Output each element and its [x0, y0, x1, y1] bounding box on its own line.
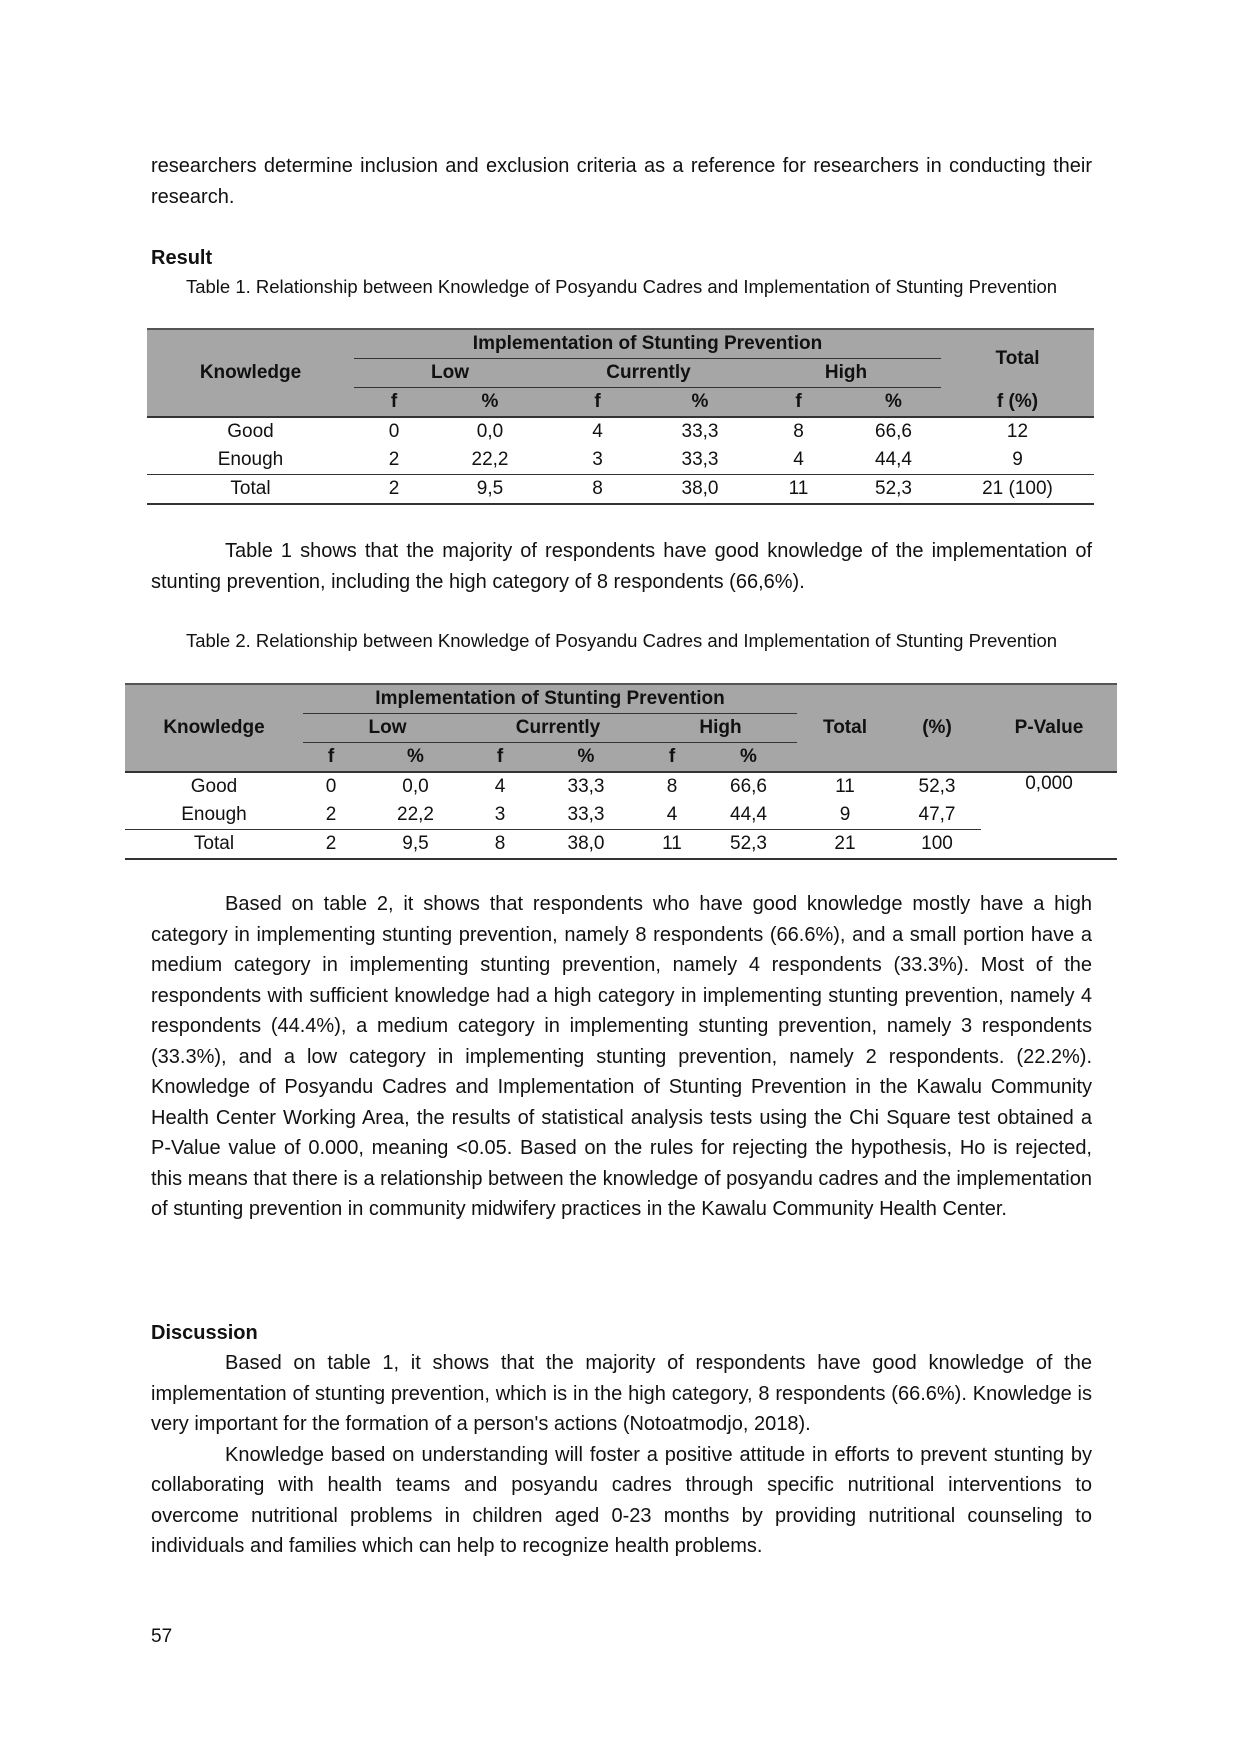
header-high: High	[751, 359, 941, 388]
discussion-paragraph-2: Knowledge based on understanding will foster a positive attitude in efforts to prevent stunting by collaborating with health teams and posyandu cadres through specific nutritional interventions to overcome nutritional problems in children aged 0-23 months by providing nutritional counseling to individuals and families which can help to recognize health problems.	[151, 1443, 1092, 1557]
cell: Enough	[125, 801, 303, 830]
intro-paragraph	[151, 151, 1092, 212]
table1-paragraph: Table 1 shows that the majority of respondents have good knowledge of the implementation of stunting prevention, including the high category of 8 respondents (66,6%).	[151, 540, 1092, 593]
cell: Total	[193, 833, 235, 854]
header-total: Total	[797, 684, 893, 772]
cell: 66,6	[875, 421, 912, 442]
cell: 33,3	[567, 776, 605, 797]
cell: 12	[1006, 421, 1029, 442]
header-pvalue: P-Value	[981, 684, 1117, 772]
cell: 38,0	[681, 478, 719, 499]
header-pct: %	[359, 743, 472, 773]
result-heading: Result	[151, 247, 213, 269]
table1	[147, 328, 1094, 505]
cell: 0,0	[476, 421, 504, 442]
cell: 11	[662, 833, 682, 854]
cell: Total	[230, 478, 271, 499]
cell: 8	[793, 421, 804, 442]
table-row	[125, 801, 1117, 830]
cell: 2	[325, 833, 337, 854]
cell: 22,2	[471, 449, 509, 470]
cell: 0	[325, 776, 337, 797]
discussion-paragraph-1: Based on table 1, it shows that the majority of respondents have good knowledge of the implementation of stunting prevention, which is in the high category, 8 respondents (66.6%). Knowledge is very important for the formation of a person's actions (Notoatmodjo, 2018).	[151, 1352, 1092, 1435]
cell: 4	[644, 801, 700, 830]
table-row-total	[125, 830, 1117, 860]
cell: 11	[835, 776, 855, 797]
header-total: Total	[941, 329, 1094, 388]
header-currently: Currently	[546, 359, 751, 388]
cell: 2	[388, 449, 400, 470]
header-pct: %	[649, 388, 751, 418]
cell: Good	[190, 776, 238, 797]
table2-paragraph: Based on table 2, it shows that respondents who have good knowledge mostly have a high category in implementing stunting prevention, namely 8 respondents (66.6%), and a small portion have a medium category in implementing stunting prevention, namely 4 respondents (33.3%). Most of the respondents with sufficient knowledge had a high category in implementing stunting prevention, namely 4 respondents (44.4%), a medium category in implementing stunting prevention, namely 3 respondents (33.3%), and a low category in implementing stunting prevention, namely 2 respondents. (22.2%). Knowledge of Posyandu Cadres and Implementation of Stunting Prevention in the Kawalu Community Health Center Working Area, the results of statistical analysis tests using the Chi Square test obtained a P-Value value of 0.000, meaning <0.05. Based on the rules for rejecting the hypothesis, Ho is rejected, this means that there is a relationship between the knowledge of posyandu cadres and the implementation of stunting prevention in community midwifery practices in the Kawalu Community Health Center.	[151, 893, 1092, 1220]
cell: 11	[788, 478, 809, 499]
cell: 38,0	[567, 833, 605, 854]
cell: 52,3	[918, 776, 956, 797]
table2	[125, 683, 1117, 860]
cell: 4	[793, 449, 804, 470]
header-pct: %	[434, 388, 546, 418]
cell: 9	[1012, 449, 1023, 470]
cell: 52,3	[730, 833, 767, 854]
cell: 22,2	[359, 801, 472, 830]
header-f: f	[751, 388, 846, 418]
cell: 2	[388, 478, 400, 499]
cell: 21	[834, 833, 856, 854]
header-pct: %	[528, 743, 644, 773]
header-low: Low	[354, 359, 546, 388]
cell: 9,5	[402, 833, 429, 854]
header-currently: Currently	[472, 714, 644, 743]
cell: 8	[666, 776, 678, 797]
cell: 3	[592, 449, 603, 470]
table-row	[147, 446, 1094, 475]
paragraph-text: researchers determine inclusion and exclusion criteria as a reference for researchers in conducting their research.	[151, 155, 1092, 208]
cell: 33,3	[681, 449, 719, 470]
cell: 4	[592, 421, 603, 442]
cell: 3	[472, 801, 528, 830]
cell: 8	[494, 833, 506, 854]
cell: 4	[494, 776, 506, 797]
table1-caption: Table 1. Relationship between Knowledge of Posyandu Cadres and Implementation of Stunting Prevention	[185, 276, 1058, 297]
table2-caption: Table 2. Relationship between Knowledge of Posyandu Cadres and Implementation of Stunting Prevention	[185, 630, 1058, 651]
table-row	[125, 772, 1117, 801]
cell: 66,6	[730, 776, 767, 797]
cell: 47,7	[893, 801, 981, 830]
cell: 44,4	[700, 801, 797, 830]
header-f: f	[354, 388, 434, 418]
cell: 9,5	[476, 478, 504, 499]
cell: 0	[388, 421, 400, 442]
cell: 44,4	[875, 449, 912, 470]
page-number: 57	[151, 1626, 173, 1647]
cell: 33,3	[528, 801, 644, 830]
header-percent: (%)	[893, 684, 981, 772]
header-knowledge: Knowledge	[147, 329, 354, 417]
header-implementation: Implementation of Stunting Prevention	[354, 329, 941, 359]
cell: 8	[592, 478, 603, 499]
cell: 33,3	[681, 421, 719, 442]
header-knowledge: Knowledge	[125, 684, 303, 772]
pvalue-cell: 0,000	[981, 772, 1117, 859]
header-high: High	[644, 714, 797, 743]
cell: Enough	[217, 449, 284, 470]
header-f: f	[546, 388, 649, 418]
cell: 21 (100)	[982, 478, 1053, 499]
header-f: f	[644, 743, 700, 773]
cell: 2	[303, 801, 359, 830]
table-row-total	[147, 475, 1094, 505]
cell: 9	[797, 801, 893, 830]
table-row	[147, 417, 1094, 446]
header-fpct: f (%)	[941, 388, 1094, 418]
header-pct: %	[700, 743, 797, 773]
cell: Good	[227, 421, 274, 442]
header-low: Low	[303, 714, 472, 743]
header-f: f	[303, 743, 359, 773]
cell: 0,0	[402, 776, 429, 797]
header-pct: %	[846, 388, 941, 418]
discussion-heading: Discussion	[151, 1322, 258, 1344]
cell: 52,3	[875, 478, 912, 499]
header-f: f	[472, 743, 528, 773]
cell: 100	[921, 833, 953, 854]
header-implementation: Implementation of Stunting Prevention	[303, 684, 797, 714]
